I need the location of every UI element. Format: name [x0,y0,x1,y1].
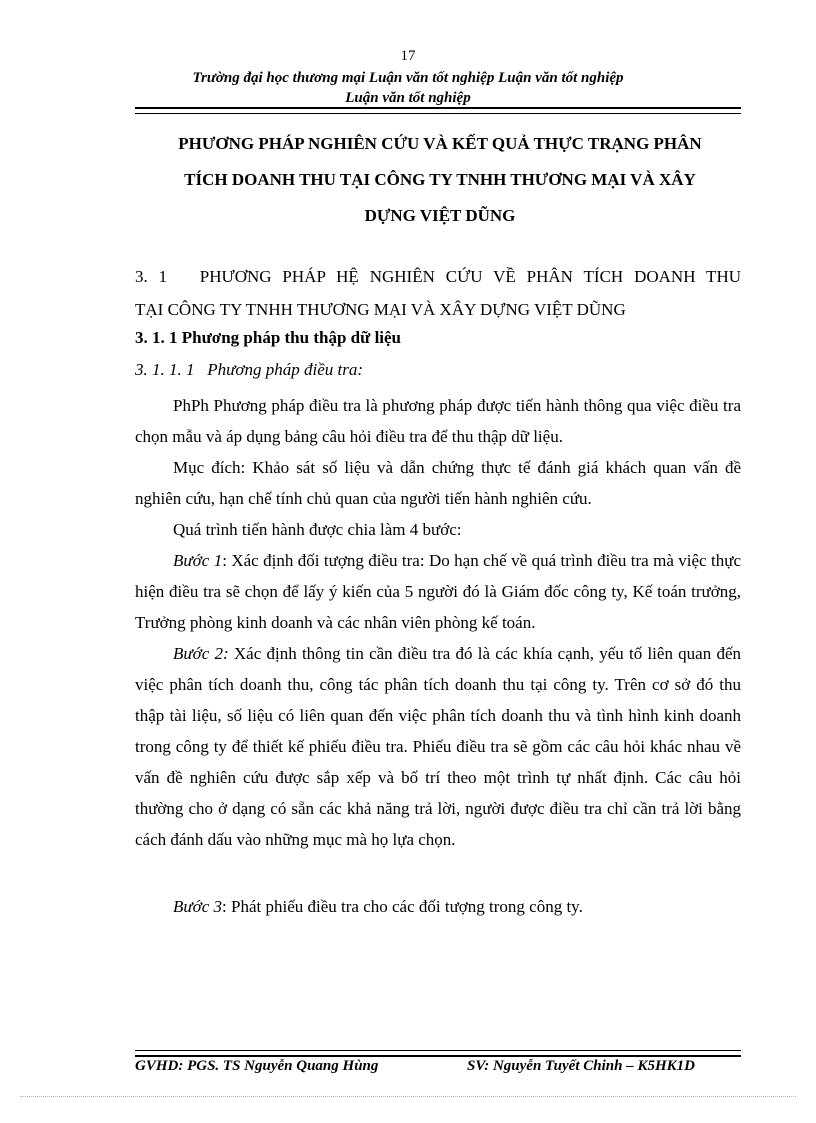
paragraph-step-3 [135,891,741,922]
page-number: 17 [400,48,416,64]
page-bottom-dotted-line [20,1096,796,1097]
header-line-2: Luận văn tốt nghiệp [345,90,471,106]
footer-divider [135,1050,741,1057]
body-text [135,390,741,922]
paragraph-step-2 [135,638,741,855]
section-heading [135,260,741,326]
step-1-label: Bước 1 [173,551,223,570]
section-heading-line-1: 3. 1 PHƯƠNG PHÁP HỆ NGHIÊN CỨU VỀ PHÂN TÍCH DOANH THU [135,267,741,286]
footer-student: SV: Nguyễn Tuyết Chinh – K5HK1D [467,1058,695,1074]
paragraph-step-1 [135,545,741,638]
paragraph-process: Quá trình tiến hành được chia làm 4 bước: [173,520,462,539]
footer-supervisor: GVHD: PGS. TS Nguyễn Quang Hùng [135,1058,379,1074]
step-3-label: Bước 3 [173,897,223,916]
running-header [0,68,816,108]
section-heading-line-2: TẠI CÔNG TY TNHH THƯƠNG MẠI VÀ XÂY DỰNG VIỆT DŨNG [135,300,626,319]
header-divider [135,107,741,114]
step-3-text: : Phát phiếu điều tra cho các đối tượng trong công ty. [222,897,583,916]
chapter-title-line-2: TÍCH DOANH THU TẠI CÔNG TY TNHH THƯƠNG MẠI VÀ XÂY [184,170,696,189]
paragraph-method: PhPh Phương pháp điều tra là phương pháp được tiến hành thông qua việc điều tra chọn mẫu và áp dụng bảng câu hỏi điều tra để thu thập dữ liệu. [135,396,741,446]
step-2-text: Xác định thông tin cần điều tra đó là các khía cạnh, yếu tố liên quan đến việc phân tích doanh thu, công tác phân tích doanh thu tại công ty. Trên cơ sở đó thu thập tài liệu, số liệu có liên quan đến việc phân tích doanh thu và tình hình kinh doanh trong công ty để thiết kế phiếu điều tra. Phiếu điều tra sẽ gồm các câu hỏi khác nhau về vấn đề nghiên cứu được sắp xếp và bố trí theo một trình tự nhất định. Các câu hỏi thường cho ở dạng có sẵn các khả năng trả lời, người được điều tra chỉ cần trả lời bằng cách đánh dấu vào những mục mà họ lựa chọn. [135,644,741,849]
chapter-title-line-1: PHƯƠNG PHÁP NGHIÊN CỨU VÀ KẾT QUẢ THỰC TRẠNG PHÂN [178,134,702,153]
subsection-heading: 3. 1. 1 Phương pháp thu thập dữ liệu [135,328,402,347]
chapter-title [140,126,740,234]
paragraph-purpose: Mục đích: Khảo sát số liệu và dẫn chứng thực tế đánh giá khách quan vấn đề nghiên cứu, hạn chế tính chủ quan của người tiến hành nghiên cứu. [135,458,741,508]
chapter-title-line-3: DỰNG VIỆT DŨNG [364,206,516,225]
step-1-text: : Xác định đối tượng điều tra: Do hạn chế về quá trình điều tra mà việc thực hiện điều tra sẽ chọn để lấy ý kiến của 5 người đó là Giám đốc công ty, Kế toán trưởng, Trưởng phòng kinh doanh và các nhân viên phòng kế toán. [135,551,742,632]
header-line-1: Trường đại học thương mại Luận văn tốt nghiệp Luận văn tốt nghiệp [192,70,624,86]
subsubsection-heading: 3. 1. 1. 1 Phương pháp điều tra: [135,360,363,379]
step-2-label: Bước 2: [173,644,229,663]
